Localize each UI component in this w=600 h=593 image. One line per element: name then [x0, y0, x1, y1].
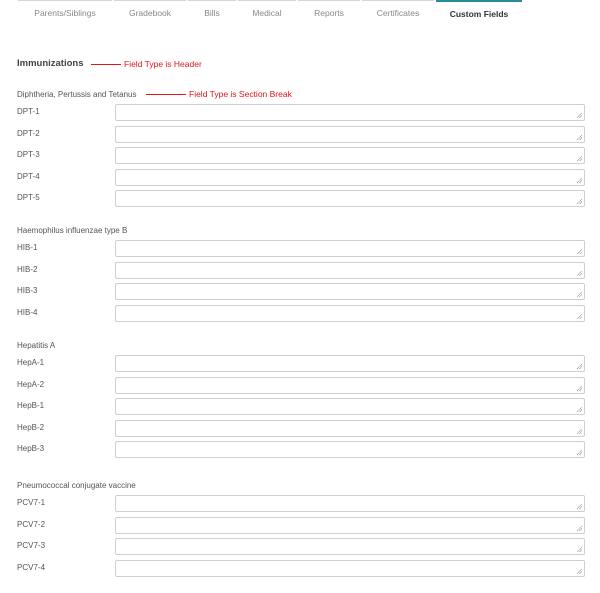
- field-label: PCV7-4: [17, 562, 46, 572]
- field-row: [0, 538, 600, 555]
- resize-grip-icon[interactable]: [577, 135, 582, 140]
- tab-reports[interactable]: Reports: [298, 0, 360, 25]
- field-row: [0, 441, 600, 458]
- field-row: [0, 560, 600, 577]
- section-break-title: Hepatitis A: [17, 341, 56, 350]
- resize-grip-icon[interactable]: [577, 199, 582, 204]
- field-textarea[interactable]: [115, 441, 585, 458]
- resize-grip-icon[interactable]: [577, 314, 582, 319]
- field-label: HepB-3: [17, 444, 45, 453]
- field-textarea[interactable]: [115, 420, 585, 437]
- field-row: [0, 104, 600, 121]
- field-row: [0, 169, 600, 186]
- field-textarea[interactable]: [115, 538, 585, 555]
- field-row: [0, 147, 600, 164]
- resize-grip-icon[interactable]: [577, 113, 582, 118]
- annotation-header: Field Type is Header: [124, 59, 202, 69]
- annotation-section-break: Field Type is Section Break: [189, 89, 292, 99]
- tab-parents-siblings[interactable]: Parents/Siblings: [18, 0, 112, 25]
- field-row: [0, 377, 600, 394]
- field-textarea[interactable]: [115, 240, 585, 257]
- field-label: DPT-2: [17, 128, 40, 138]
- resize-grip-icon[interactable]: [577, 429, 582, 434]
- section-break-title: Haemophilus influenzae type B: [17, 226, 128, 235]
- resize-grip-icon[interactable]: [577, 504, 582, 509]
- resize-grip-icon[interactable]: [577, 526, 582, 531]
- field-label: DPT-5: [17, 193, 40, 202]
- tab-medical[interactable]: Medical: [238, 0, 296, 25]
- resize-grip-icon[interactable]: [577, 249, 582, 254]
- resize-grip-icon[interactable]: [577, 386, 582, 391]
- resize-grip-icon[interactable]: [577, 450, 582, 455]
- annotation-line-section-break: [146, 94, 186, 95]
- tab-bar: [0, 0, 600, 26]
- field-row: [0, 495, 600, 512]
- section-break-title: Diphtheria, Pertussis and Tetanus: [17, 90, 137, 99]
- field-row: [0, 262, 600, 279]
- field-row: [0, 355, 600, 372]
- field-label: HepA-1: [17, 358, 45, 367]
- tab-certificates[interactable]: Certificates: [362, 0, 434, 25]
- field-label: DPT-3: [17, 150, 40, 159]
- field-row: [0, 305, 600, 322]
- annotation-line-header: [91, 64, 121, 65]
- field-textarea[interactable]: [115, 126, 585, 143]
- field-textarea[interactable]: [115, 190, 585, 207]
- field-row: [0, 398, 600, 415]
- field-label: HIB-3: [17, 286, 38, 295]
- resize-grip-icon[interactable]: [577, 271, 582, 276]
- header-immunizations: Immunizations: [17, 58, 84, 69]
- field-textarea[interactable]: [115, 262, 585, 279]
- resize-grip-icon[interactable]: [577, 547, 582, 552]
- resize-grip-icon[interactable]: [577, 407, 582, 412]
- field-textarea[interactable]: [115, 355, 585, 372]
- field-textarea[interactable]: [115, 169, 585, 186]
- field-label: HepA-2: [17, 379, 45, 389]
- resize-grip-icon[interactable]: [577, 178, 582, 183]
- field-label: DPT-1: [17, 107, 40, 116]
- field-row: [0, 517, 600, 534]
- field-label: PCV7-2: [17, 519, 46, 529]
- field-row: [0, 283, 600, 300]
- tab-gradebook[interactable]: Gradebook: [114, 0, 186, 25]
- resize-grip-icon[interactable]: [577, 569, 582, 574]
- field-textarea[interactable]: [115, 398, 585, 415]
- field-textarea[interactable]: [115, 560, 585, 577]
- tab-bills[interactable]: Bills: [188, 0, 236, 25]
- field-label: HIB-2: [17, 264, 38, 274]
- field-label: HIB-1: [17, 243, 38, 252]
- resize-grip-icon[interactable]: [577, 292, 582, 297]
- field-textarea[interactable]: [115, 305, 585, 322]
- field-row: [0, 190, 600, 207]
- field-textarea[interactable]: [115, 104, 585, 121]
- field-label: HIB-4: [17, 307, 38, 317]
- field-label: PCV7-3: [17, 541, 46, 550]
- field-textarea[interactable]: [115, 517, 585, 534]
- resize-grip-icon[interactable]: [577, 364, 582, 369]
- tab-custom-fields[interactable]: Custom Fields: [436, 0, 522, 26]
- field-row: [0, 126, 600, 143]
- section-break-title: Pneumococcal conjugate vaccine: [17, 481, 136, 490]
- field-row: [0, 420, 600, 437]
- resize-grip-icon[interactable]: [577, 156, 582, 161]
- field-label: PCV7-1: [17, 498, 46, 507]
- field-label: HepB-1: [17, 401, 45, 410]
- field-textarea[interactable]: [115, 147, 585, 164]
- field-textarea[interactable]: [115, 495, 585, 512]
- field-row: [0, 240, 600, 257]
- field-label: DPT-4: [17, 171, 40, 181]
- field-label: HepB-2: [17, 422, 45, 432]
- field-textarea[interactable]: [115, 377, 585, 394]
- field-textarea[interactable]: [115, 283, 585, 300]
